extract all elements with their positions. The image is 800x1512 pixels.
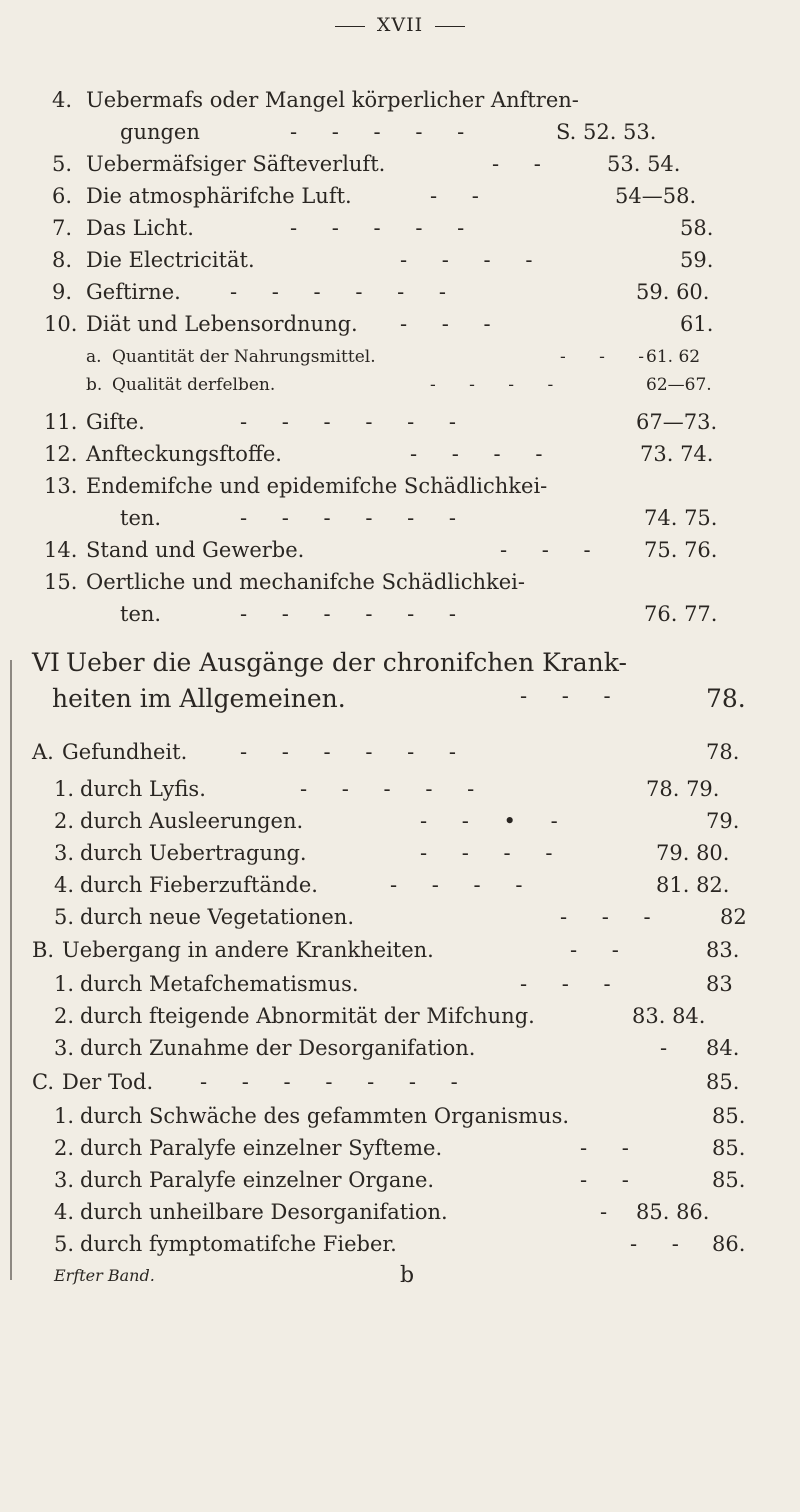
- entry-number: 15.: [44, 570, 78, 594]
- leader-dots: - - - - - - -: [200, 1070, 472, 1094]
- page-refs: 76. 77.: [644, 602, 718, 626]
- entry-label: Uebermafs oder Mangel körperlicher Anftren-: [86, 88, 579, 112]
- item-label: durch fteigende Abnormität der Mifchung.: [80, 1004, 535, 1028]
- item-number: 4.: [54, 873, 75, 897]
- entry-number: 11.: [44, 410, 78, 434]
- leader-dots: - -: [580, 1136, 643, 1160]
- page-refs: 84.: [706, 1036, 740, 1060]
- page-header: [0, 14, 800, 36]
- leader-dots: - - - - - -: [240, 602, 470, 626]
- item-number: 1.: [54, 1104, 75, 1128]
- entry-label: Gifte.: [86, 410, 145, 434]
- page-number: XVII: [376, 14, 424, 36]
- leader-dots: - - - -: [400, 248, 547, 272]
- toc-entry-continuation: [0, 602, 800, 642]
- entry-label: Geftirne.: [86, 280, 181, 304]
- item-label: durch Uebertragung.: [80, 841, 307, 865]
- page-refs: 78.: [706, 740, 740, 764]
- item-label: durch Lyfis.: [80, 777, 206, 801]
- item-label: durch Ausleerungen.: [80, 809, 304, 833]
- leader-dots: - - - - - -: [240, 410, 470, 434]
- part-heading: [0, 740, 800, 780]
- leader-dots: - - -: [560, 347, 659, 367]
- item-number: 2.: [54, 809, 75, 833]
- leader-dots: -: [660, 1036, 682, 1060]
- part-letter: B.: [32, 938, 55, 962]
- leader-dots: -: [600, 1200, 622, 1224]
- item-number: 1.: [54, 972, 75, 996]
- entry-label: Das Licht.: [86, 216, 194, 240]
- leader-dots: - - - -: [390, 873, 537, 897]
- item-number: 2.: [54, 1004, 75, 1028]
- item-label: durch Paralyfe einzelner Syfteme.: [80, 1136, 443, 1160]
- section-number: VI: [32, 648, 60, 677]
- page-refs: S. 52. 53.: [556, 120, 657, 144]
- entry-number: 12.: [44, 442, 78, 466]
- page-refs: 74. 75.: [644, 506, 718, 530]
- page-refs: 85.: [706, 1070, 740, 1094]
- leader-dots: - - • -: [420, 809, 572, 833]
- page-refs: 75. 76.: [644, 538, 718, 562]
- leader-dots: - -: [492, 152, 555, 176]
- item-number: 3.: [54, 1168, 75, 1192]
- entry-label-cont: ten.: [120, 602, 162, 626]
- section-heading-continuation: [0, 684, 800, 724]
- part-letter: A.: [32, 740, 54, 764]
- header-dash-left: [335, 26, 365, 27]
- leader-dots: - - - - - -: [240, 506, 470, 530]
- subentry-label: Quantität der Nahrungsmittel.: [112, 347, 376, 367]
- page-refs: 58.: [680, 216, 714, 240]
- page-refs: 85. 86.: [636, 1200, 710, 1224]
- leader-dots: - - -: [400, 312, 505, 336]
- page-refs: 54—58.: [615, 184, 697, 208]
- page-refs: 85.: [712, 1136, 746, 1160]
- leader-dots: - -: [580, 1168, 643, 1192]
- part-letter: C.: [32, 1070, 54, 1094]
- entry-number: 6.: [52, 184, 73, 208]
- leader-dots: - - -: [520, 684, 625, 708]
- part-label: Gefundheit.: [62, 740, 188, 764]
- page-refs: 78.: [706, 684, 746, 713]
- page-refs: 83.: [706, 938, 740, 962]
- page-refs: 79.: [706, 809, 740, 833]
- entry-number: 13.: [44, 474, 78, 498]
- entry-label-cont: gungen: [120, 120, 200, 144]
- entry-label: Diät und Lebensordnung.: [86, 312, 358, 336]
- leader-dots: - - -: [500, 538, 605, 562]
- page-refs: 86.: [712, 1232, 746, 1256]
- volume-label: Erfter Band.: [54, 1266, 155, 1285]
- section-heading: [0, 648, 800, 688]
- item-label: durch fymptomatifche Fieber.: [80, 1232, 397, 1256]
- leader-dots: - - - -: [420, 841, 567, 865]
- page-refs: 81. 82.: [656, 873, 730, 897]
- entry-label: Oertliche und mechanifche Schädlichkei-: [86, 570, 525, 594]
- item-label: durch Paralyfe einzelner Organe.: [80, 1168, 435, 1192]
- item-number: 4.: [54, 1200, 75, 1224]
- signature-mark: b: [400, 1263, 415, 1288]
- leader-dots: - - - -: [410, 442, 557, 466]
- entry-number: 10.: [44, 312, 78, 336]
- page-refs: 73. 74.: [640, 442, 714, 466]
- item-number: 2.: [54, 1136, 75, 1160]
- page-refs: 62—67.: [646, 375, 712, 395]
- page-refs: 59. 60.: [636, 280, 710, 304]
- entry-label: Endemifche und epidemifche Schädlichkei-: [86, 474, 548, 498]
- page-refs: 61. 62: [646, 347, 701, 367]
- leader-dots: - -: [630, 1232, 693, 1256]
- subentry-label: Qualität derfelben.: [112, 375, 276, 395]
- leader-dots: - - - - - -: [230, 280, 460, 304]
- entry-number: 14.: [44, 538, 78, 562]
- page-refs: 79. 80.: [656, 841, 730, 865]
- leader-dots: - - - - - -: [240, 740, 470, 764]
- page-refs: 61.: [680, 312, 714, 336]
- entry-label: Uebermäfsiger Säfteverluft.: [86, 152, 386, 176]
- header-dash-right: [435, 26, 465, 27]
- item-number: 3.: [54, 1036, 75, 1060]
- subentry-letter: b.: [86, 375, 103, 395]
- item-label: durch Fieberzuftände.: [80, 873, 318, 897]
- page-gutter-line: [10, 660, 12, 1280]
- item-label: durch Metafchematismus.: [80, 972, 359, 996]
- leader-dots: - -: [570, 938, 633, 962]
- item-label: durch neue Vegetationen.: [80, 905, 354, 929]
- item-label: durch Zunahme der Desorganifation.: [80, 1036, 476, 1060]
- leader-dots: - -: [430, 184, 493, 208]
- page-refs: 53. 54.: [607, 152, 681, 176]
- toc-entry: [0, 312, 800, 352]
- page-refs: 85.: [712, 1104, 746, 1128]
- entry-number: 4.: [52, 88, 73, 112]
- leader-dots: - - - - -: [290, 120, 479, 144]
- entry-label: Die Electricität.: [86, 248, 255, 272]
- item-number: 1.: [54, 777, 75, 801]
- leader-dots: - - -: [520, 972, 625, 996]
- page-refs: 78. 79.: [646, 777, 720, 801]
- item-label: durch Schwäche des gefammten Organismus.: [80, 1104, 570, 1128]
- leader-dots: - - - - -: [300, 777, 489, 801]
- page-footer: [0, 1263, 800, 1306]
- leader-dots: - - - -: [430, 375, 568, 395]
- entry-label: Stand und Gewerbe.: [86, 538, 305, 562]
- subentry-letter: a.: [86, 347, 102, 367]
- entry-number: 5.: [52, 152, 73, 176]
- leader-dots: - - -: [560, 905, 665, 929]
- item-number: 5.: [54, 905, 75, 929]
- section-label-cont: heiten im Allgemeinen.: [52, 684, 346, 713]
- page-refs: 83: [706, 972, 733, 996]
- page-refs: 82: [720, 905, 747, 929]
- part-label: Der Tod.: [62, 1070, 154, 1094]
- item-label: durch unheilbare Desorganifation.: [80, 1200, 448, 1224]
- section-label: Ueber die Ausgänge der chronifchen Krank-: [66, 648, 627, 677]
- entry-label: Anfteckungsftoffe.: [86, 442, 282, 466]
- page-refs: 83. 84.: [632, 1004, 706, 1028]
- part-label: Uebergang in andere Krankheiten.: [62, 938, 434, 962]
- item-number: 3.: [54, 841, 75, 865]
- entry-number: 8.: [52, 248, 73, 272]
- toc-subentry: [0, 375, 800, 415]
- leader-dots: - - - - -: [290, 216, 479, 240]
- page-refs: 85.: [712, 1168, 746, 1192]
- page-refs: 59.: [680, 248, 714, 272]
- entry-label-cont: ten.: [120, 506, 162, 530]
- entry-number: 9.: [52, 280, 73, 304]
- item-number: 5.: [54, 1232, 75, 1256]
- entry-label: Die atmosphärifche Luft.: [86, 184, 352, 208]
- entry-number: 7.: [52, 216, 73, 240]
- page-refs: 67—73.: [636, 410, 718, 434]
